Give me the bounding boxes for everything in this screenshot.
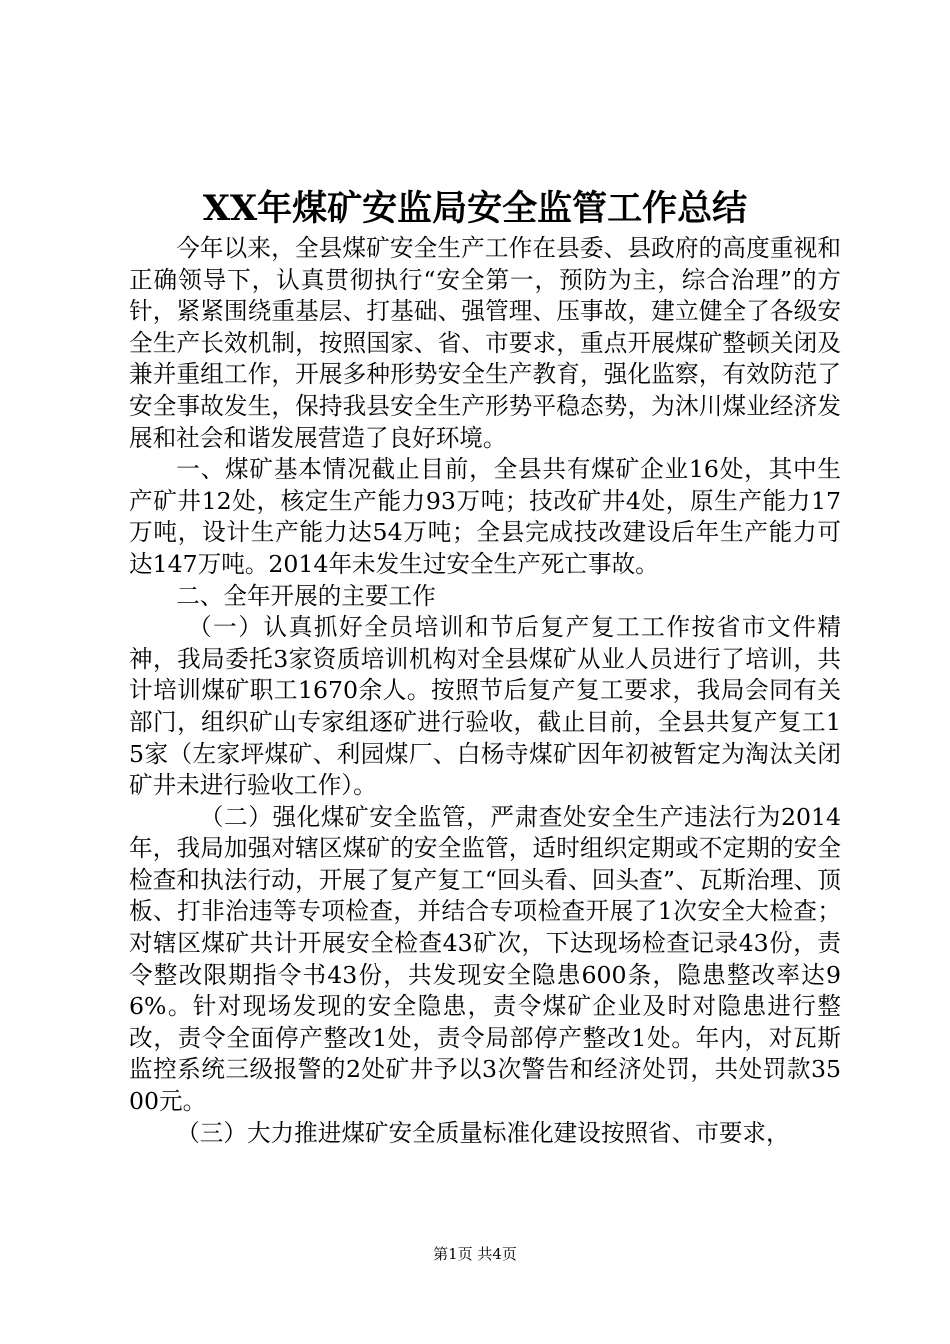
subsection-1-paragraph: （一）认真抓好全员培训和节后复产复工工作按省市文件精神，我局委托3家资质培训机构对全县煤矿从业人员进行了培训，共计培训煤矿职工1670余人。按照节后复产复工要求，我局会同有关部门，组织矿山专家组逐矿进行验收，截止目前，全县共复产复工15家（左家坪煤矿、利园煤厂、白杨寺煤矿因年初被暂定为淘汰关闭矿井未进行验收工作）。 <box>129 613 841 800</box>
subsection-2-paragraph: （二）强化煤矿安全监管，严肃查处安全生产违法行为2014年，我局加强对辖区煤矿的安全监管，适时组织定期或不定期的安全检查和执法行动，开展了复产复工“回头看、回头查”、瓦斯治理、顶板、打非治违等专项检查，并结合专项检查开展了1次安全大检查；对辖区煤矿共计开展安全检查43矿次，下达现场检查记录43份，责令整改限期指令书43份，共发现安全隐患600条，隐患整改率达96%。针对现场发现的安全隐患，责令煤矿企业及时对隐患进行整改，责令全面停产整改1处，责令局部停产整改1处。年内，对瓦斯监控系统三级报警的2处矿井予以3次警告和经济处罚，共处罚款3500元。 <box>129 802 841 1116</box>
intro-paragraph: 今年以来，全县煤矿安全生产工作在县委、县政府的高度重视和正确领导下，认真贯彻执行“安全第一，预防为主，综合治理”的方针，紧紧围绕重基层、打基础、强管理、压事故，建立健全了各级安全生产长效机制，按照国家、省、市要求，重点开展煤矿整顿关闭及兼并重组工作，开展多种形势安全生产教育，强化监察，有效防范了安全事故发生，保持我县安全生产形势平稳态势，为沐川煤业经济发展和社会和谐发展营造了良好环境。 <box>129 234 841 452</box>
document-body <box>129 233 841 1149</box>
page-footer: 第1页 共4页 <box>433 1245 517 1263</box>
section-2-heading: 二、全年开展的主要工作 <box>176 581 436 610</box>
document-title: XX年煤矿安监局安全监管工作总结 <box>202 188 748 229</box>
section-1-paragraph: 一、煤矿基本情况截止目前，全县共有煤矿企业16处，其中生产矿井12处，核定生产能力93万吨；技改矿井4处，原生产能力17万吨，设计生产能力达54万吨；全县完成技改建设后年生产能力可达147万吨。2014年未发生过安全生产死亡事故。 <box>129 455 841 578</box>
subsection-3-paragraph: （三）大力推进煤矿安全质量标准化建设按照省、市要求， <box>176 1118 790 1147</box>
